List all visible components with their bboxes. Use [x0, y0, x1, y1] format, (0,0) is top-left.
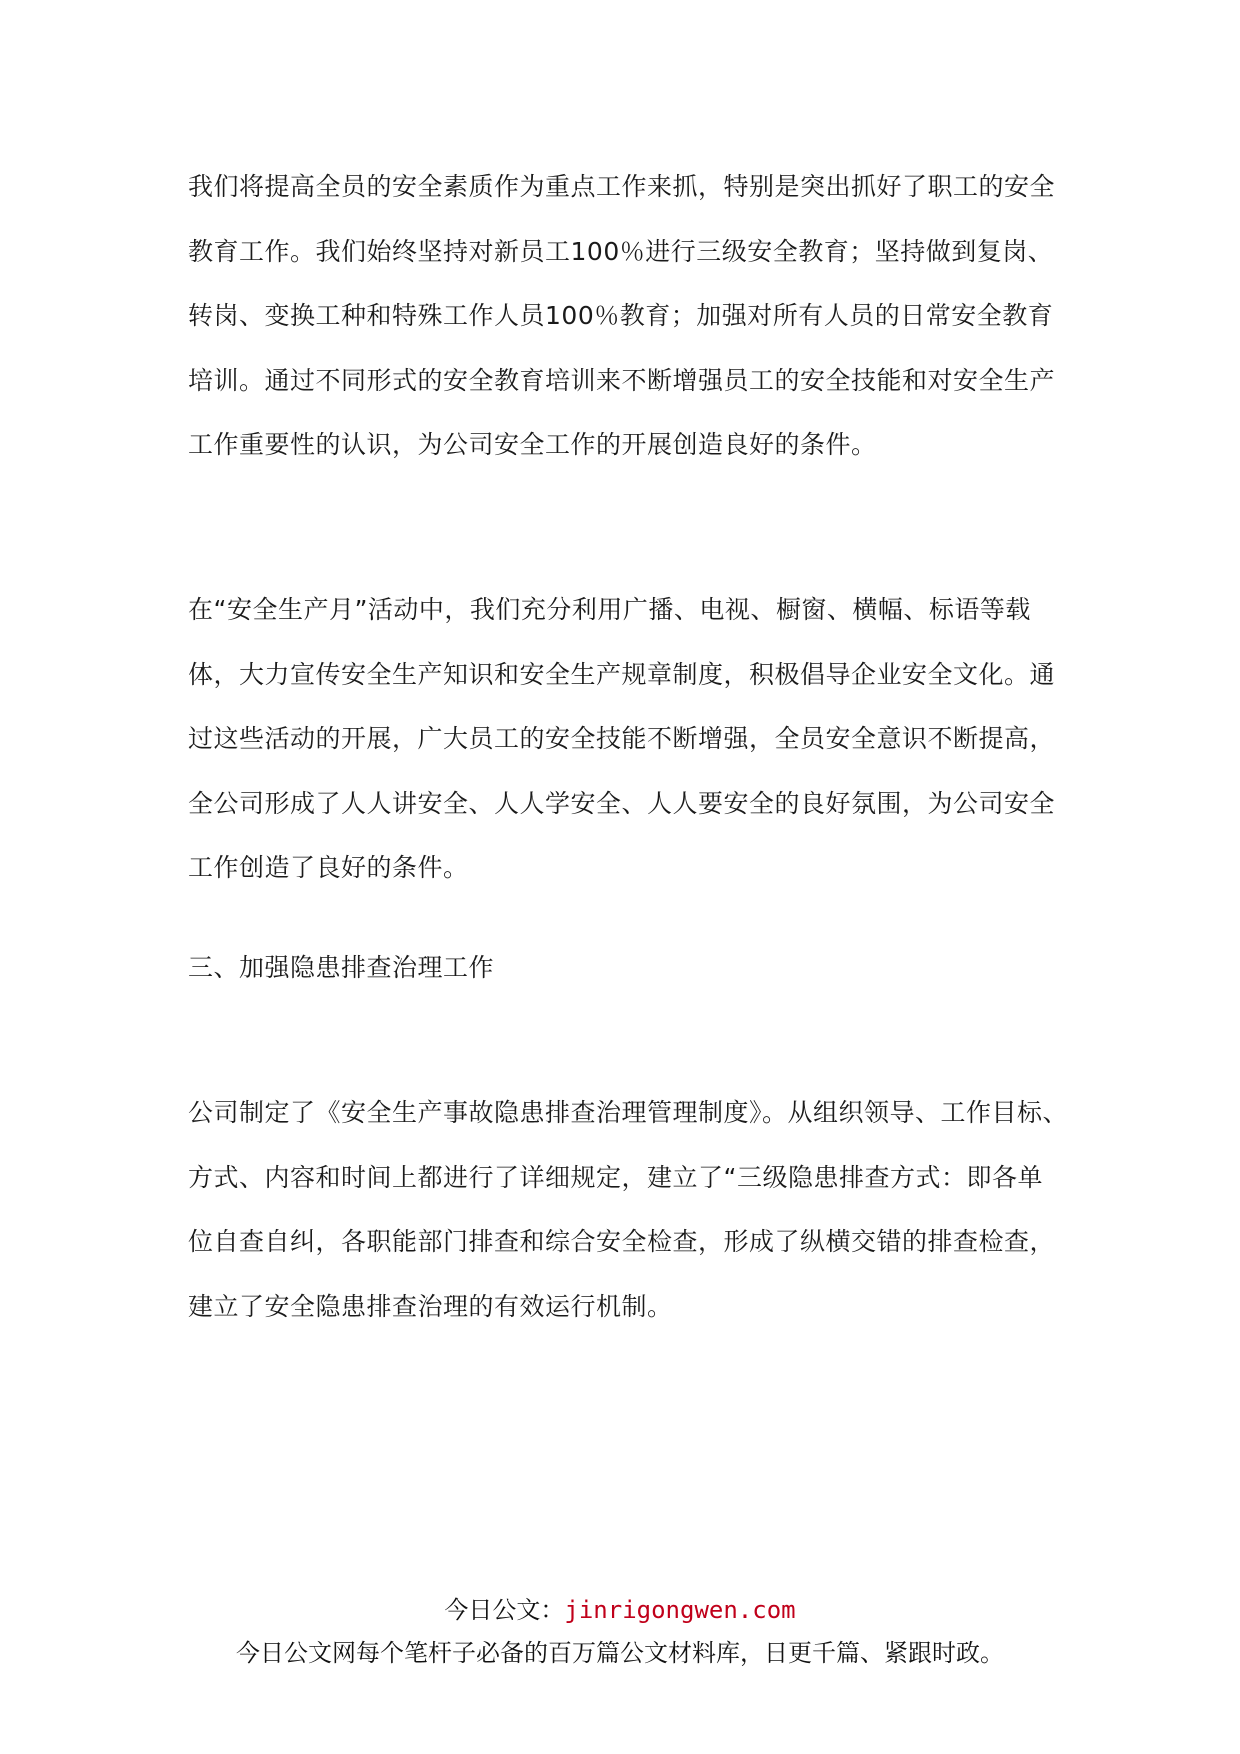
footer-slogan: 今日公文网每个笔杆子必备的百万篇公文材料库，日更千篇、紧跟时政。	[236, 1639, 1004, 1667]
paragraph-safety-education: 我们将提高全员的安全素质作为重点工作来抓，特别是突出抓好了职工的安全教育工作。我们始终坚持对新员工100％进行三级安全教育；坚持做到复岗、转岗、变换工种和特殊工作人员100％教育；加强对所有人员的日常安全教育培训。通过不同形式的安全教育培训来不断增强员工的安全技能和对安全生产工作重要性的认识，为公司安全工作的开展创造良好的条件。	[188, 172, 1056, 459]
paragraph-hazard-system: 公司制定了《安全生产事故隐患排查治理管理制度》。从组织领导、工作目标、方式、内容和时间上都进行了详细规定，建立了“三级隐患排查方式：即各单位自查自纠，各职能部门排查和综合安全检查，形成了纵横交错的排查检查，建立了安全隐患排查治理的有效运行机制。	[188, 1098, 1069, 1321]
footer-source	[0, 1590, 1240, 1625]
footer-label: 今日公文：	[444, 1596, 565, 1624]
footer-url-link[interactable]: jinrigongwen.com	[564, 1596, 796, 1624]
paragraph-safety-month: 在“安全生产月”活动中，我们充分利用广播、电视、橱窗、横幅、标语等载体，大力宣传安全生产知识和安全生产规章制度，积极倡导企业安全文化。通过这些活动的开展，广大员工的安全技能不断增强，全员安全意识不断提高，全公司形成了人人讲安全、人人学安全、人人要安全的良好氛围，为公司安全工作创造了良好的条件。	[188, 595, 1056, 882]
section-heading-hazard-inspection: 三、加强隐患排查治理工作	[188, 953, 495, 982]
